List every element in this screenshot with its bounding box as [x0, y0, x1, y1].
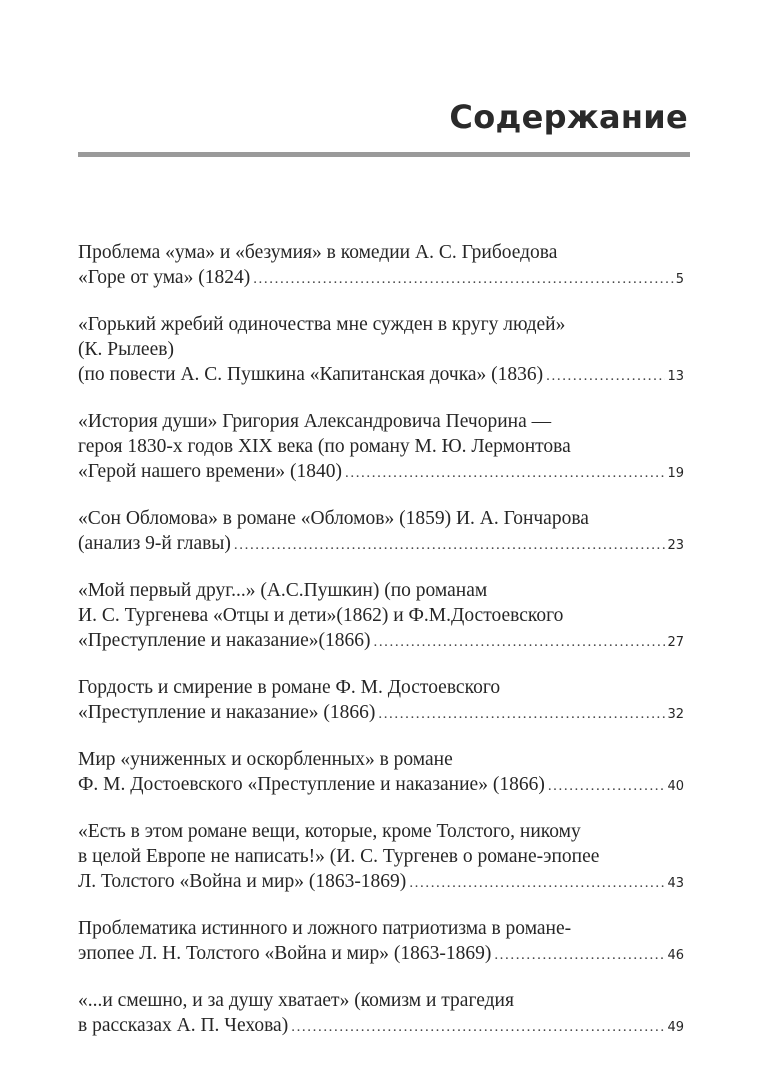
toc-page-number: 23	[667, 538, 684, 553]
toc-entry-title-end: (по повести А. С. Пушкина «Капитанская дочка» (1836)	[78, 364, 544, 385]
toc-entry-line: «Сон Обломова» в романе «Обломов» (1859) И. А. Гончарова	[78, 508, 589, 529]
toc-page-number: 27	[667, 635, 684, 650]
toc-entry-last-line	[78, 265, 684, 292]
toc-entry-last-line	[78, 459, 684, 486]
toc-entry-last-line	[78, 869, 684, 896]
toc-page-number: 13	[667, 369, 684, 384]
dot-leader	[409, 871, 665, 896]
toc-entry-line: «История души» Григория Александровича Печорина —	[78, 411, 552, 432]
toc-page-number: 43	[667, 876, 684, 891]
toc-entry-last-line	[78, 531, 684, 558]
toc-entry-line: Проблематика истинного и ложного патриотизма в романе-	[78, 918, 572, 939]
dot-leader	[345, 461, 665, 486]
toc-entry-line: «Есть в этом романе вещи, которые, кроме Толстого, никому	[78, 821, 581, 842]
dot-leader	[234, 533, 666, 558]
toc-entry[interactable]	[78, 916, 684, 968]
toc-entry-last-line	[78, 1013, 684, 1040]
dot-leader	[253, 267, 674, 292]
toc-page-number: 19	[667, 466, 684, 481]
dot-leader	[373, 630, 665, 655]
toc-entry-line: героя 1830-х годов XIX века (по роману М. Ю. Лермонтова	[78, 436, 571, 457]
toc-entry-title-end: в рассказах А. П. Чехова)	[78, 1015, 289, 1036]
toc-entry-line: (К. Рылеев)	[78, 339, 174, 360]
toc-page-number: 40	[667, 779, 684, 794]
toc-entry[interactable]	[78, 747, 684, 799]
toc-entry-title-end: Л. Толстого «Война и мир» (1863-1869)	[78, 871, 407, 892]
toc-entry-last-line	[78, 772, 684, 799]
toc-entry-line: Мир «униженных и оскорбленных» в романе	[78, 749, 453, 770]
toc-entry-title-end: «Горе от ума» (1824)	[78, 267, 251, 288]
dot-leader	[291, 1015, 665, 1040]
toc-entry-line: Гордость и смирение в романе Ф. М. Достоевского	[78, 677, 501, 698]
toc-entry[interactable]	[78, 409, 684, 486]
toc-entry[interactable]	[78, 988, 684, 1040]
toc-entry-last-line	[78, 700, 684, 727]
toc-page-number: 32	[667, 707, 684, 722]
toc-entry-last-line	[78, 362, 684, 389]
title-rule	[78, 152, 690, 157]
toc-page-number: 5	[675, 272, 684, 287]
toc-entry[interactable]	[78, 506, 684, 558]
toc-entry-title-end: эпопее Л. Н. Толстого «Война и мир» (1863-1869)	[78, 943, 492, 964]
toc-entry-last-line	[78, 941, 684, 968]
toc-entry-title-end: «Преступление и наказание» (1866)	[78, 702, 376, 723]
toc-entry[interactable]	[78, 675, 684, 727]
toc-entry-line: в целой Европе не написать!» (И. С. Тургенев о романе-эпопее	[78, 846, 600, 867]
toc-entry-title-end: (анализ 9-й главы)	[78, 533, 231, 554]
toc-entry-last-line	[78, 628, 684, 655]
page-title: Содержание	[449, 98, 688, 136]
toc-page-number: 46	[667, 948, 684, 963]
toc-entry[interactable]	[78, 240, 684, 292]
toc-entry-line: И. С. Тургенева «Отцы и дети»(1862) и Ф.М.Достоевского	[78, 605, 564, 626]
toc-entry[interactable]	[78, 312, 684, 389]
toc-entry-line: «Горький жребий одиночества мне сужден в кругу людей»	[78, 314, 566, 335]
table-of-contents	[78, 240, 684, 1060]
dot-leader	[546, 364, 665, 389]
toc-entry-line: «Мой первый друг...» (А.С.Пушкин) (по романам	[78, 580, 488, 601]
toc-page-number: 49	[667, 1020, 684, 1035]
toc-entry-line: Проблема «ума» и «безумия» в комедии А. С. Грибоедова	[78, 242, 558, 263]
toc-entry-title-end: Ф. М. Достоевского «Преступление и наказание» (1866)	[78, 774, 545, 795]
toc-entry-title-end: «Преступление и наказание»(1866)	[78, 630, 371, 651]
toc-entry-line: «...и смешно, и за душу хватает» (комизм и трагедия	[78, 990, 514, 1011]
toc-entry[interactable]	[78, 819, 684, 896]
dot-leader	[494, 943, 665, 968]
dot-leader	[548, 774, 666, 799]
toc-entry-title-end: «Герой нашего времени» (1840)	[78, 461, 342, 482]
toc-entry[interactable]	[78, 578, 684, 655]
dot-leader	[378, 702, 665, 727]
